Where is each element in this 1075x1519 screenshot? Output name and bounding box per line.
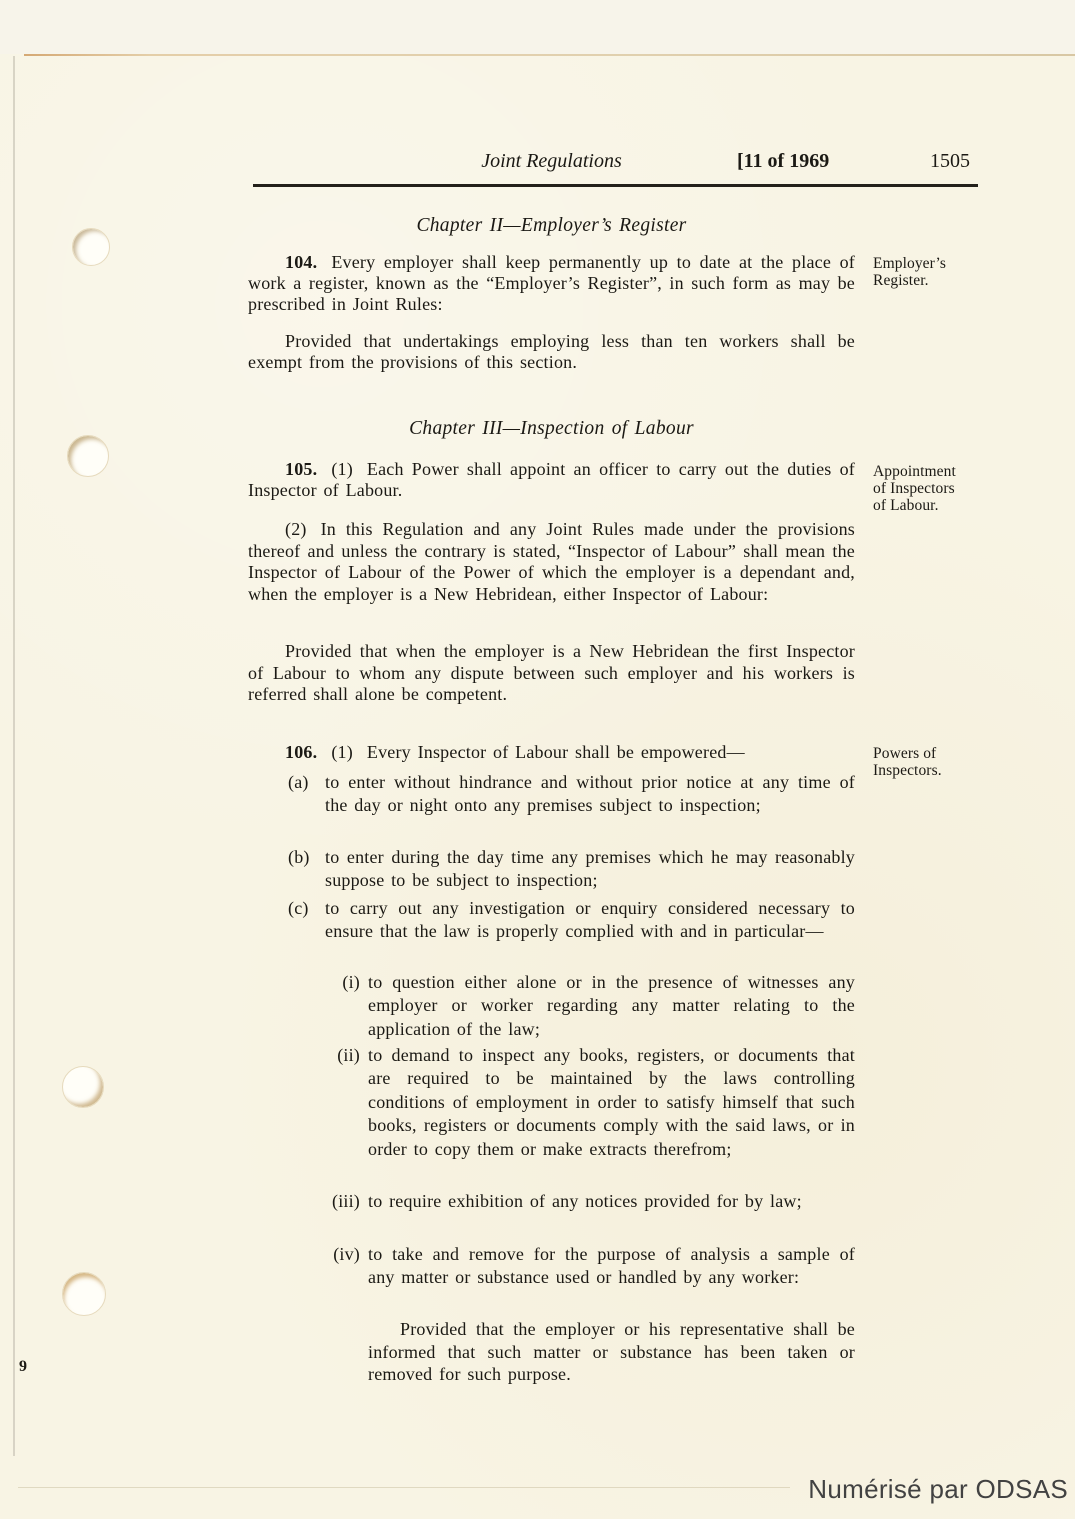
list-item-a-label: (a) (288, 772, 309, 792)
list-item-b (248, 846, 855, 893)
section-105-sub2-label: (2) (285, 519, 307, 539)
running-header-issue: [11 of 1969 (737, 150, 830, 172)
sublist-item-ii (248, 1044, 855, 1161)
section-105-sub2-text: In this Regulation and any Joint Rules made under the provisions thereof and unless the contrary is stated, “Inspector of Labour” shall mean the Inspector of Labour of the Power of which the employer is a dependant and, when the employer is a New Hebridean, either Inspector of Labour: (248, 519, 855, 604)
list-item-a (248, 771, 855, 818)
margin-note-powers-of-inspectors: Powers of Inspectors. (873, 745, 942, 779)
hole-punch (62, 1272, 106, 1316)
section-106-number: 106. (285, 742, 318, 762)
hole-punch (62, 1066, 104, 1108)
sublist-item-i-label: (i) (342, 972, 360, 992)
section-105-sub1-label: (1) (331, 459, 353, 479)
hole-punch (67, 435, 109, 477)
section-104-number: 104. (285, 252, 318, 272)
running-header-page-number: 1505 (930, 150, 970, 172)
section-106-sub1-label: (1) (331, 742, 353, 762)
list-item-c (248, 897, 855, 944)
paper-bottom-crease (18, 1487, 790, 1488)
section-106-intro-text: Every Inspector of Labour shall be empowered— (366, 742, 745, 762)
sublist-item-iii-label: (iii) (332, 1191, 360, 1211)
section-106-intro (248, 742, 855, 763)
section-105-proviso: Provided that when the employer is a New Hebridean the first Inspector of Labour to whom any dispute between such employer and his workers is referred shall alone be competent. (248, 641, 855, 704)
section-105-sub2 (248, 519, 855, 605)
section-105-sub1-text: Each Power shall appoint an officer to carry out the duties of Inspector of Labour. (248, 459, 855, 500)
section-104-proviso: Provided that undertakings employing less than ten workers shall be exempt from the provisions of this section. (248, 331, 855, 372)
scan-top-band (0, 0, 1075, 54)
running-header-title: Joint Regulations (481, 150, 622, 172)
list-item-c-text: to carry out any investigation or enquiry considered necessary to ensure that the law is properly complied with and in particular— (325, 898, 855, 942)
list-item-b-text: to enter during the day time any premises which he may reasonably suppose to be subject to inspection; (325, 847, 855, 891)
sublist-item-i-text: to question either alone or in the presence of witnesses any employer or worker regarding any matter relating to the application of the law; (368, 972, 855, 1039)
sublist-item-iii (248, 1190, 855, 1213)
scan-credit: Numérisé par ODSAS (808, 1474, 1068, 1504)
paper-left-edge (13, 56, 15, 1456)
hole-punch (72, 228, 110, 266)
section-105-number: 105. (285, 459, 318, 479)
sublist-item-i (248, 971, 855, 1041)
list-item-a-text: to enter without hindrance and without prior notice at any time of the day or night onto any premises subject to inspection; (325, 772, 855, 816)
section-106-proviso: Provided that the employer or his representative shall be informed that such matter or substance has been taken or removed for such purpose. (368, 1319, 855, 1384)
section-106-proviso-wrap (248, 1318, 855, 1386)
chapter-2-heading: Chapter II—Employer’s Register (416, 215, 687, 236)
list-item-b-label: (b) (288, 847, 310, 867)
list-item-c-label: (c) (288, 898, 309, 918)
sublist-item-iv-text: to take and remove for the purpose of analysis a sample of any matter or substance used or handled by any worker: (368, 1244, 855, 1288)
sublist-item-iv (248, 1243, 855, 1290)
section-104-paragraph (248, 252, 855, 315)
sublist-item-iv-label: (iv) (333, 1244, 360, 1264)
page-edge-number: 9 (19, 1358, 27, 1375)
sublist-item-ii-label: (ii) (337, 1045, 360, 1065)
sublist-item-ii-text: to demand to inspect any books, registers, or documents that are required to be maintained by the laws controlling conditions of employment in order to satisfy himself that such books, registers or documents comply with the said laws, or in order to copy them or make extracts therefrom; (368, 1045, 855, 1159)
section-104-text: Every employer shall keep permanently up to date at the place of work a register, known as the “Employer’s Register”, in such form as may be prescribed in Joint Rules: (248, 252, 855, 314)
margin-note-employers-register: Employer’s Register. (873, 255, 947, 289)
chapter-3-heading: Chapter III—Inspection of Labour (409, 418, 694, 439)
header-rule (253, 184, 978, 187)
sublist-item-iii-text: to require exhibition of any notices provided for by law; (368, 1191, 802, 1211)
section-105-sub1 (248, 459, 855, 501)
paper-top-edge (24, 54, 1075, 56)
margin-note-appointment-of-inspectors: Appointment of Inspectors of Labour. (873, 463, 956, 514)
